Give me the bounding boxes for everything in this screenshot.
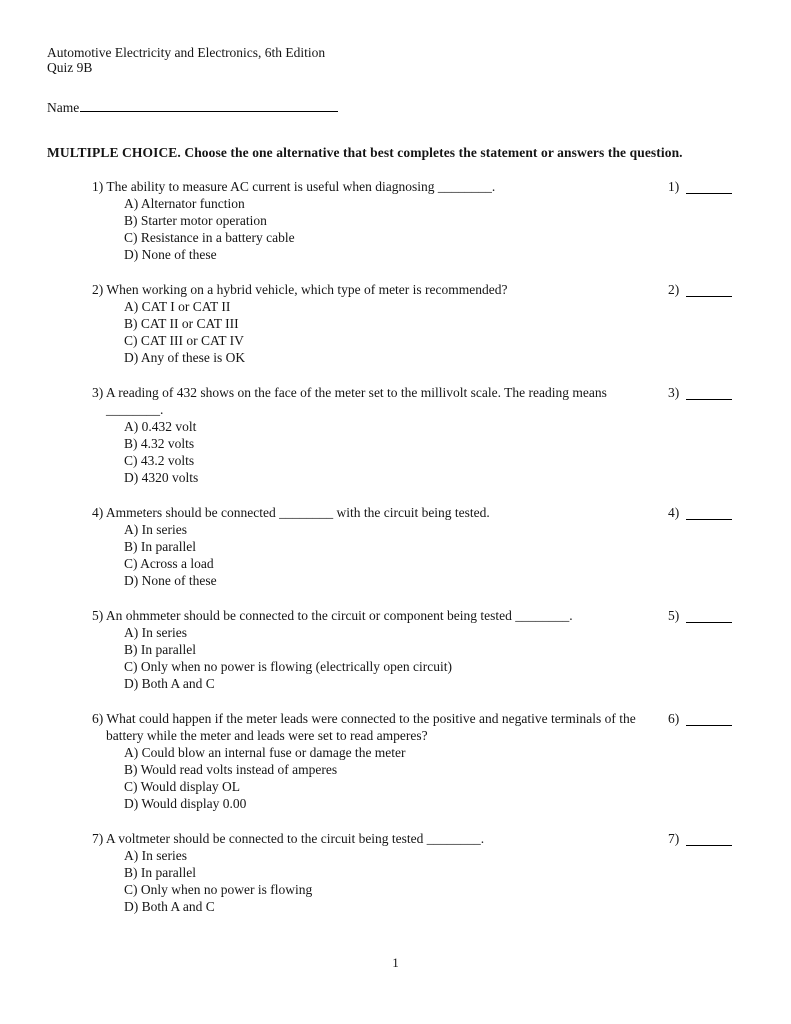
question-options xyxy=(92,744,658,812)
question-number: 4) xyxy=(92,505,104,520)
name-label: Name xyxy=(47,100,80,115)
answer-cell xyxy=(668,830,744,847)
answer-blank-line xyxy=(686,713,732,726)
answer-number: 4) xyxy=(668,505,680,520)
question-text: When working on a hybrid vehicle, which type of meter is recommended? xyxy=(106,282,508,297)
answer-blank-line xyxy=(686,610,732,623)
question-4 xyxy=(47,504,744,589)
question-options xyxy=(92,624,658,692)
option-c: C) Resistance in a battery cable xyxy=(124,230,295,245)
answer-blank-line xyxy=(686,833,732,846)
question-number: 6) xyxy=(92,711,104,726)
option-c: C) Across a load xyxy=(124,556,214,571)
question-number: 7) xyxy=(92,831,104,846)
option-c: C) Would display OL xyxy=(124,779,241,794)
option-d: D) None of these xyxy=(124,247,217,262)
answer-blank-line xyxy=(686,507,732,520)
question-line xyxy=(92,384,658,418)
question-3 xyxy=(47,384,744,486)
question-body xyxy=(47,384,668,486)
answer-cell xyxy=(668,281,744,298)
option-a: A) In series xyxy=(124,625,187,640)
name-blank-line xyxy=(80,98,338,112)
multiple-choice-instructions: MULTIPLE CHOICE. Choose the one alternative that best completes the statement or answers the question. xyxy=(47,145,683,160)
option-b: B) Would read volts instead of amperes xyxy=(124,762,338,777)
answer-cell xyxy=(668,384,744,401)
question-7 xyxy=(47,830,744,915)
question-number: 1) xyxy=(92,179,104,194)
question-line xyxy=(92,710,658,744)
question-6 xyxy=(47,710,744,812)
option-a: A) In series xyxy=(124,848,187,863)
question-text: A voltmeter should be connected to the circuit being tested ________. xyxy=(105,831,485,846)
question-body xyxy=(47,178,668,263)
question-number: 5) xyxy=(92,608,104,623)
option-d: D) 4320 volts xyxy=(124,470,199,485)
question-options xyxy=(92,521,658,589)
answer-cell xyxy=(668,504,744,521)
answer-number: 2) xyxy=(668,282,680,297)
option-b: B) CAT II or CAT III xyxy=(124,316,239,331)
option-d: D) Both A and C xyxy=(124,676,215,691)
option-a: A) CAT I or CAT II xyxy=(124,299,231,314)
option-d: D) None of these xyxy=(124,573,217,588)
option-d: D) Would display 0.00 xyxy=(124,796,247,811)
quiz-title: Quiz 9B xyxy=(47,60,93,75)
document-title: Automotive Electricity and Electronics, 6th Edition xyxy=(47,45,326,60)
option-a: A) Could blow an internal fuse or damage the meter xyxy=(124,745,406,760)
question-line xyxy=(92,607,658,624)
question-text: What could happen if the meter leads were connected to the positive and negative terminals of the battery while the meter and leads were set to read amperes? xyxy=(106,711,636,743)
question-body xyxy=(47,504,668,589)
answer-number: 1) xyxy=(668,179,680,194)
question-1 xyxy=(47,178,744,263)
option-a: A) In series xyxy=(124,522,187,537)
question-text: A reading of 432 shows on the face of the meter set to the millivolt scale. The reading means ________. xyxy=(105,385,607,417)
answer-blank-line xyxy=(686,387,732,400)
option-b: B) Starter motor operation xyxy=(124,213,267,228)
question-body xyxy=(47,281,668,366)
document-header xyxy=(47,45,744,75)
option-b: B) 4.32 volts xyxy=(124,436,195,451)
option-d: D) Any of these is OK xyxy=(124,350,246,365)
answer-cell xyxy=(668,607,744,624)
question-options xyxy=(92,418,658,486)
option-c: C) Only when no power is flowing (electrically open circuit) xyxy=(124,659,453,674)
question-number: 2) xyxy=(92,282,104,297)
page-number: 1 xyxy=(392,955,399,970)
option-d: D) Both A and C xyxy=(124,899,215,914)
question-body xyxy=(47,607,668,692)
option-b: B) In parallel xyxy=(124,865,196,880)
name-row xyxy=(47,98,744,116)
option-c: C) 43.2 volts xyxy=(124,453,195,468)
answer-number: 7) xyxy=(668,831,680,846)
question-line xyxy=(92,178,658,195)
question-2 xyxy=(47,281,744,366)
answer-cell xyxy=(668,710,744,727)
answer-blank-line xyxy=(686,284,732,297)
question-body xyxy=(47,710,668,812)
option-c: C) CAT III or CAT IV xyxy=(124,333,244,348)
option-b: B) In parallel xyxy=(124,642,196,657)
question-list xyxy=(47,178,744,915)
option-b: B) In parallel xyxy=(124,539,196,554)
question-text: An ohmmeter should be connected to the circuit or component being tested ________. xyxy=(105,608,573,623)
question-options xyxy=(92,195,658,263)
question-text: Ammeters should be connected ________ with the circuit being tested. xyxy=(105,505,490,520)
answer-number: 3) xyxy=(668,385,680,400)
question-line xyxy=(92,504,658,521)
question-5 xyxy=(47,607,744,692)
question-options xyxy=(92,298,658,366)
option-a: A) Alternator function xyxy=(124,196,245,211)
question-options xyxy=(92,847,658,915)
answer-number: 5) xyxy=(668,608,680,623)
question-line xyxy=(92,281,658,298)
answer-blank-line xyxy=(686,181,732,194)
question-text: The ability to measure AC current is useful when diagnosing ________. xyxy=(106,179,496,194)
question-line xyxy=(92,830,658,847)
option-c: C) Only when no power is flowing xyxy=(124,882,313,897)
answer-cell xyxy=(668,178,744,195)
question-body xyxy=(47,830,668,915)
question-number: 3) xyxy=(92,385,104,400)
option-a: A) 0.432 volt xyxy=(124,419,197,434)
answer-number: 6) xyxy=(668,711,680,726)
